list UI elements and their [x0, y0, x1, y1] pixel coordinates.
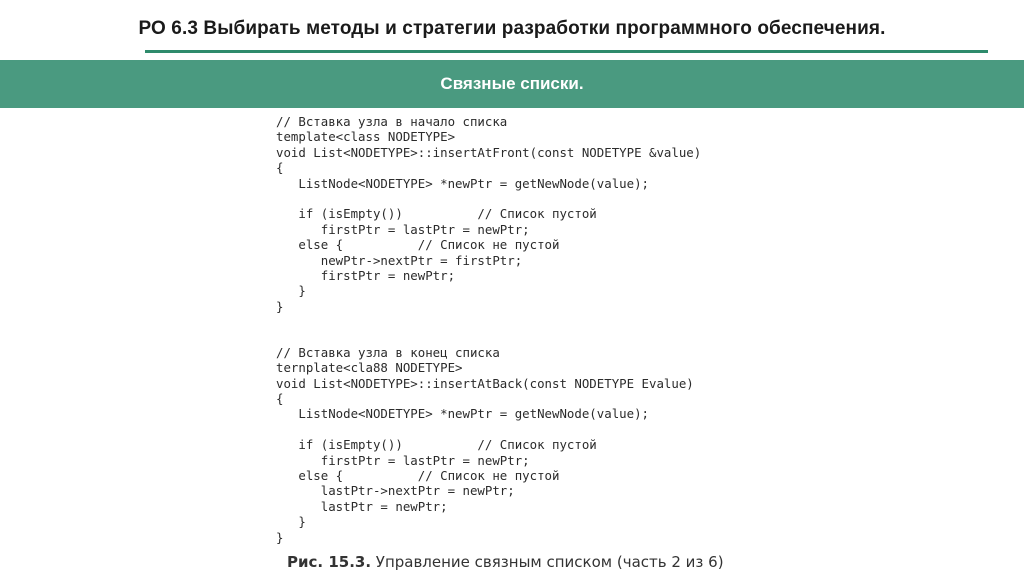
title-underline [145, 50, 988, 53]
code-line: ternplate<cla88 NODETYPE> [276, 360, 463, 376]
code-line: { [276, 160, 284, 176]
code-line: ListNode<NODETYPE> *newPtr = getNewNode(value); [276, 406, 649, 422]
code-line: } [276, 283, 306, 299]
code-line: ListNode<NODETYPE> *newPtr = getNewNode(value); [276, 175, 649, 191]
page-title: РО 6.3 Выбирать методы и стратегии разработки программного обеспечения. [138, 18, 886, 39]
code-line: lastPtr->nextPtr = newPtr; [276, 483, 515, 499]
code-line: if (isEmpty()) // Список пустой [276, 206, 597, 222]
figure-caption [287, 553, 724, 571]
code-line: // Вставка узла в начало списка [276, 114, 508, 129]
figure-caption-text: Управление связным списком (часть 2 из 6) [371, 553, 724, 571]
code-line: firstPtr = newPtr; [276, 267, 456, 283]
code-line: newPtr->nextPtr = firstPtr; [276, 252, 523, 268]
code-line: template<class NODETYPE> [276, 129, 456, 145]
code-line: // Вставка узла в конец списка [276, 344, 500, 360]
code-line: else { // Список не пустой [276, 237, 560, 253]
section-title: Связные списки. [440, 74, 584, 93]
code-line: void List<NODETYPE>::insertAtBack(const NODETYPE Evalue) [276, 375, 694, 391]
code-line: } [276, 514, 306, 530]
figure-caption-label: Рис. 15.3. [287, 553, 372, 571]
code-listing [276, 114, 701, 545]
code-line: void List<NODETYPE>::insertAtFront(const NODETYPE &value) [276, 144, 702, 160]
code-line: lastPtr = newPtr; [276, 498, 448, 514]
code-line: firstPtr = lastPtr = newPtr; [276, 221, 530, 237]
code-line [276, 191, 701, 206]
code-line: } [276, 298, 284, 314]
code-line [276, 314, 701, 329]
code-line: if (isEmpty()) // Список пустой [276, 437, 597, 453]
code-line: else { // Список не пустой [276, 467, 560, 483]
code-line: } [276, 529, 284, 545]
code-line: { [276, 391, 284, 407]
code-line [276, 329, 701, 344]
code-line [276, 422, 701, 437]
section-banner [0, 60, 1024, 108]
code-line: firstPtr = lastPtr = newPtr; [276, 452, 530, 468]
